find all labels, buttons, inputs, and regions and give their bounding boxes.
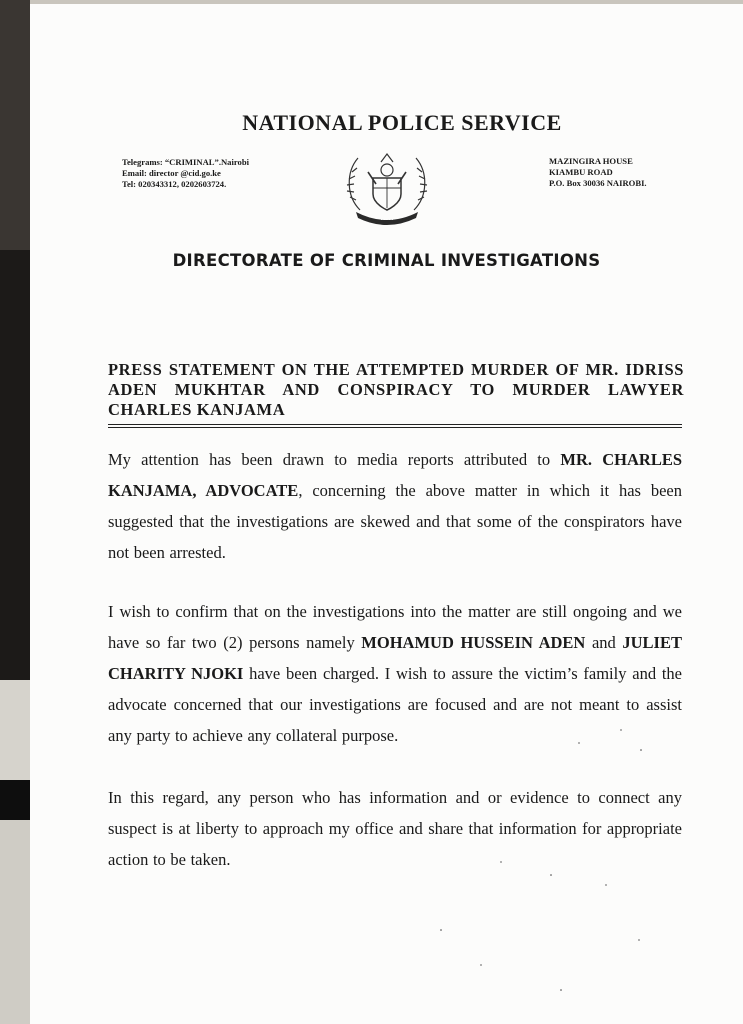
directorate-title: DIRECTORATE OF CRIMINAL INVESTIGATIONS	[172, 251, 601, 270]
paragraph-2-bold-name-1: MOHAMUD HUSSEIN ADEN	[361, 633, 586, 652]
agency-title: NATIONAL POLICE SERVICE	[242, 110, 562, 135]
contact-details-left	[122, 157, 249, 190]
paragraph-2-bold-name-2: JULIET CHARITY NJOKI	[108, 633, 682, 683]
scan-speck	[500, 861, 502, 863]
scan-speck	[440, 929, 442, 931]
contact-details-right	[549, 156, 647, 189]
scan-speck	[638, 939, 640, 941]
paragraph-2	[108, 596, 682, 751]
paragraph-1-text-b: , concerning the above matter in which it has been suggested that the investigations are skewed and that some of the conspirators have not been arrested.	[108, 481, 683, 562]
headline-underline	[108, 424, 682, 425]
scan-speck	[578, 742, 580, 744]
police-crest-emblem	[338, 148, 436, 226]
paragraph-1	[108, 444, 682, 568]
paragraph-2-text-b: and	[585, 633, 623, 652]
paragraph-2-text-c: have been charged. I wish to assure the victim’s family and the advocate concerned that our investigations are focused and are not meant to assist any party to achieve any collateral purpose.	[108, 664, 682, 745]
scan-speck	[560, 989, 562, 991]
svg-text:• • • • •: • • • • •	[380, 217, 394, 222]
scan-speck	[550, 874, 552, 876]
telephone-line: Tel: 020343312, 0202603724.	[122, 179, 227, 189]
scan-speck	[620, 729, 622, 731]
document-page	[30, 4, 743, 1024]
email-line: Email: director @cid.go.ke	[122, 168, 221, 178]
scan-speck	[605, 884, 607, 886]
scan-speck	[480, 964, 482, 966]
press-statement-headline: PRESS STATEMENT ON THE ATTEMPTED MURDER OF MR. IDRISS ADEN MUKHTAR AND CONSPIRACY TO MURDER LAWYER CHARLES KANJAMA	[108, 360, 684, 419]
paragraph-1-bold-name: MR. CHARLES KANJAMA, ADVOCATE	[108, 450, 683, 500]
scan-speck	[640, 749, 642, 751]
paragraph-1-text-a: My attention has been drawn to media reports attributed to	[108, 450, 561, 469]
paragraph-2-text-a: I wish to confirm that on the investigations into the matter are still ongoing and we have so far two (2) persons namely	[108, 602, 682, 652]
telegrams-line: Telegrams: “CRIMINAL”.Nairobi	[122, 157, 249, 167]
headline-underline-second	[108, 427, 682, 428]
road-line: KIAMBU ROAD	[549, 167, 613, 177]
scan-edge	[0, 0, 30, 1024]
paragraph-3: In this regard, any person who has information and or evidence to connect any suspect is at liberty to approach my office and share that information for appropriate action to be taken.	[108, 788, 682, 869]
po-box-line: P.O. Box 30036 NAIROBI.	[549, 178, 647, 188]
building-line: MAZINGIRA HOUSE	[549, 156, 633, 166]
